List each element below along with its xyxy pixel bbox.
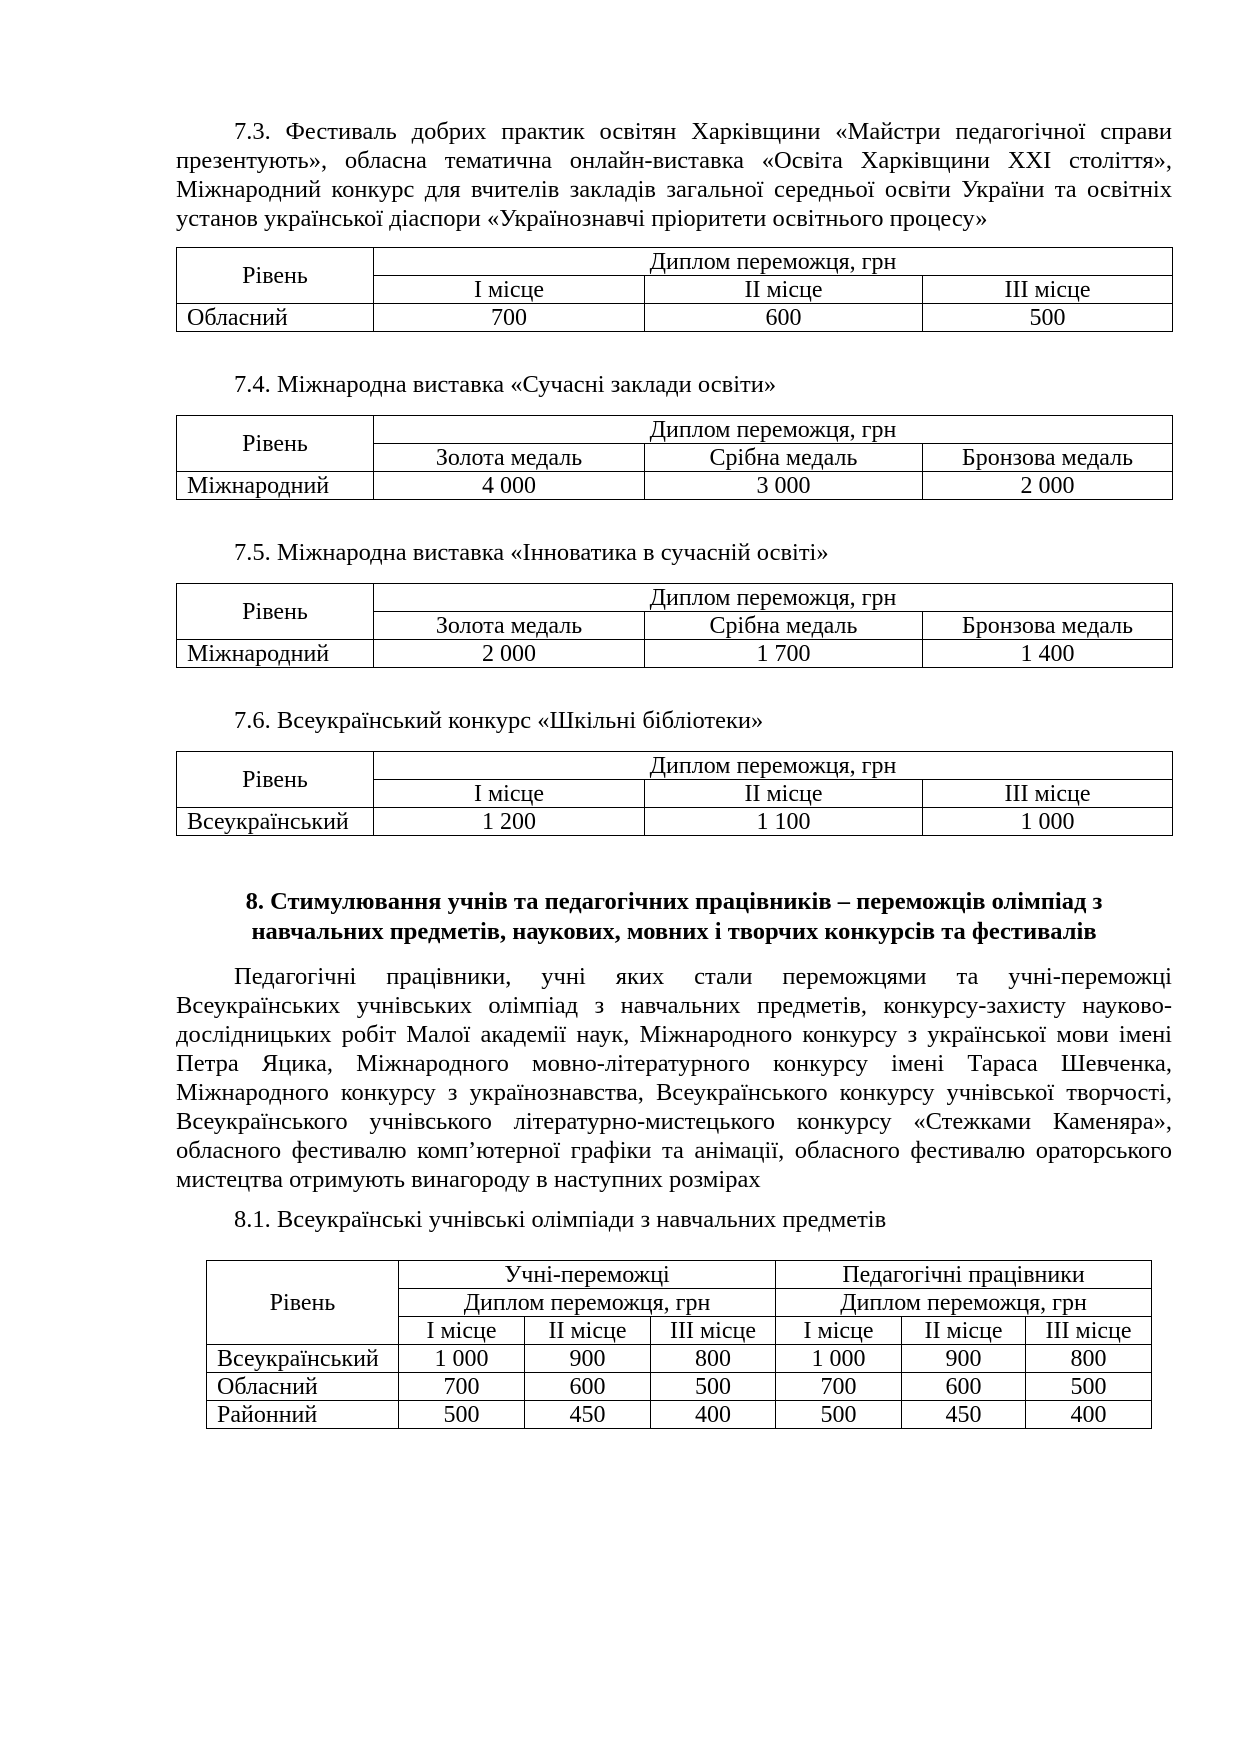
value-cell: 3 000 [645,472,923,500]
column-header: Бронзова медаль [923,612,1173,640]
value-cell: 1 000 [923,808,1173,836]
table-row [207,1373,1152,1401]
value-cell: 2 000 [923,472,1173,500]
value-cell: 400 [1026,1401,1152,1429]
column-header: II місце [902,1317,1026,1345]
value-cell: 1 200 [374,808,645,836]
table-row [177,472,1173,500]
value-cell: 1 100 [645,808,923,836]
level-header: Рівень [177,584,374,640]
value-cell: 600 [645,304,923,332]
section-7-3-paragraph: 7.3. Фестиваль добрих практик освітян Харківщини «Майстри педагогічної справи презентують», обласна тематична онлайн-виставка «Освіта Харківщини XXI століття», Міжнародний конкурс для вчителів закладів загальної середньої освіти України та освітніх установ української діаспори «Українознавчі пріоритети освітнього процесу» [176,118,1172,232]
value-cell: 1 400 [923,640,1173,668]
section-7-5-caption: 7.5. Міжнародна виставка «Інноватика в сучасній освіті» [234,539,829,566]
section-8-1-caption: 8.1. Всеукраїнські учнівські олімпіади з навчальних предметів [234,1206,887,1233]
value-cell: 1 700 [645,640,923,668]
level-header: Рівень [207,1261,399,1345]
table-7-4 [176,415,1173,500]
value-cell: 500 [399,1401,525,1429]
value-cell: 900 [525,1345,651,1373]
table-7-5 [176,583,1173,668]
table-row [177,304,1173,332]
column-header: III місце [923,780,1173,808]
section-8-heading-line-2: навчальних предметів, наукових, мовних і творчих конкурсів та фестивалів [251,918,1097,945]
value-cell: 900 [902,1345,1026,1373]
column-header: III місце [923,276,1173,304]
level-cell: Обласний [177,304,374,332]
level-cell: Обласний [207,1373,399,1401]
level-header: Рівень [177,248,374,304]
column-header: I місце [399,1317,525,1345]
subgroup-header-teachers: Диплом переможця, грн [776,1289,1152,1317]
section-8-paragraph: Педагогічні працівники, учні яких стали переможцями та учні-переможці Всеукраїнських учнівських олімпіад з навчальних предметів, конкурсу-захисту науково-дослідницьких робіт Малої академії наук, Міжнародного конкурсу з української мови імені Петра Яцика, Міжнародного мовно-літературного конкурсу імені Тараса Шевченка, Міжнародного конкурсу з українознавства, Всеукраїнського конкурсу учнівської творчості, Всеукраїнського учнівського літературно-мистецького конкурсу «Стежками Каменяра», обласного фестивалю комп’ютерної графіки та анімації, обласного фестивалю ораторського мистецтва отримують винагороду в наступних розмірах [176,963,1172,1193]
value-cell: 700 [374,304,645,332]
table-7-3 [176,247,1173,332]
value-cell: 400 [651,1401,776,1429]
group-header: Диплом переможця, грн [374,416,1173,444]
column-header: II місце [645,780,923,808]
value-cell: 500 [923,304,1173,332]
table-row [177,640,1173,668]
value-cell: 450 [525,1401,651,1429]
level-cell: Районний [207,1401,399,1429]
group-header: Диплом переможця, грн [374,584,1173,612]
level-header: Рівень [177,752,374,808]
group-header: Диплом переможця, грн [374,752,1173,780]
value-cell: 4 000 [374,472,645,500]
group-header: Диплом переможця, грн [374,248,1173,276]
column-header: I місце [776,1317,902,1345]
column-header: Срібна медаль [645,444,923,472]
table-7-6 [176,751,1173,836]
section-7-6-caption: 7.6. Всеукраїнський конкурс «Шкільні бібліотеки» [234,707,764,734]
table-row [207,1401,1152,1429]
value-cell: 800 [651,1345,776,1373]
column-header: Бронзова медаль [923,444,1173,472]
value-cell: 500 [1026,1373,1152,1401]
value-cell: 700 [399,1373,525,1401]
value-cell: 1 000 [399,1345,525,1373]
level-cell: Міжнародний [177,472,374,500]
section-8-heading-line-1: 8. Стимулювання учнів та педагогічних працівників – переможців олімпіад з [245,888,1103,915]
column-header: I місце [374,780,645,808]
column-header: Золота медаль [374,612,645,640]
value-cell: 2 000 [374,640,645,668]
value-cell: 500 [776,1401,902,1429]
value-cell: 800 [1026,1345,1152,1373]
value-cell: 450 [902,1401,1026,1429]
column-header: III місце [651,1317,776,1345]
subgroup-header-students: Диплом переможця, грн [399,1289,776,1317]
level-cell: Всеукраїнський [207,1345,399,1373]
column-header: Срібна медаль [645,612,923,640]
value-cell: 1 000 [776,1345,902,1373]
table-8-1 [206,1260,1152,1429]
column-header: I місце [374,276,645,304]
column-header: III місце [1026,1317,1152,1345]
value-cell: 700 [776,1373,902,1401]
group-header-students: Учні-переможці [399,1261,776,1289]
column-header: II місце [525,1317,651,1345]
column-header: II місце [645,276,923,304]
level-header: Рівень [177,416,374,472]
column-header: Золота медаль [374,444,645,472]
level-cell: Міжнародний [177,640,374,668]
level-cell: Всеукраїнський [177,808,374,836]
section-7-4-caption: 7.4. Міжнародна виставка «Сучасні заклади освіти» [234,371,777,398]
table-row [207,1345,1152,1373]
table-row [177,808,1173,836]
value-cell: 600 [902,1373,1026,1401]
value-cell: 500 [651,1373,776,1401]
group-header-teachers: Педагогічні працівники [776,1261,1152,1289]
value-cell: 600 [525,1373,651,1401]
